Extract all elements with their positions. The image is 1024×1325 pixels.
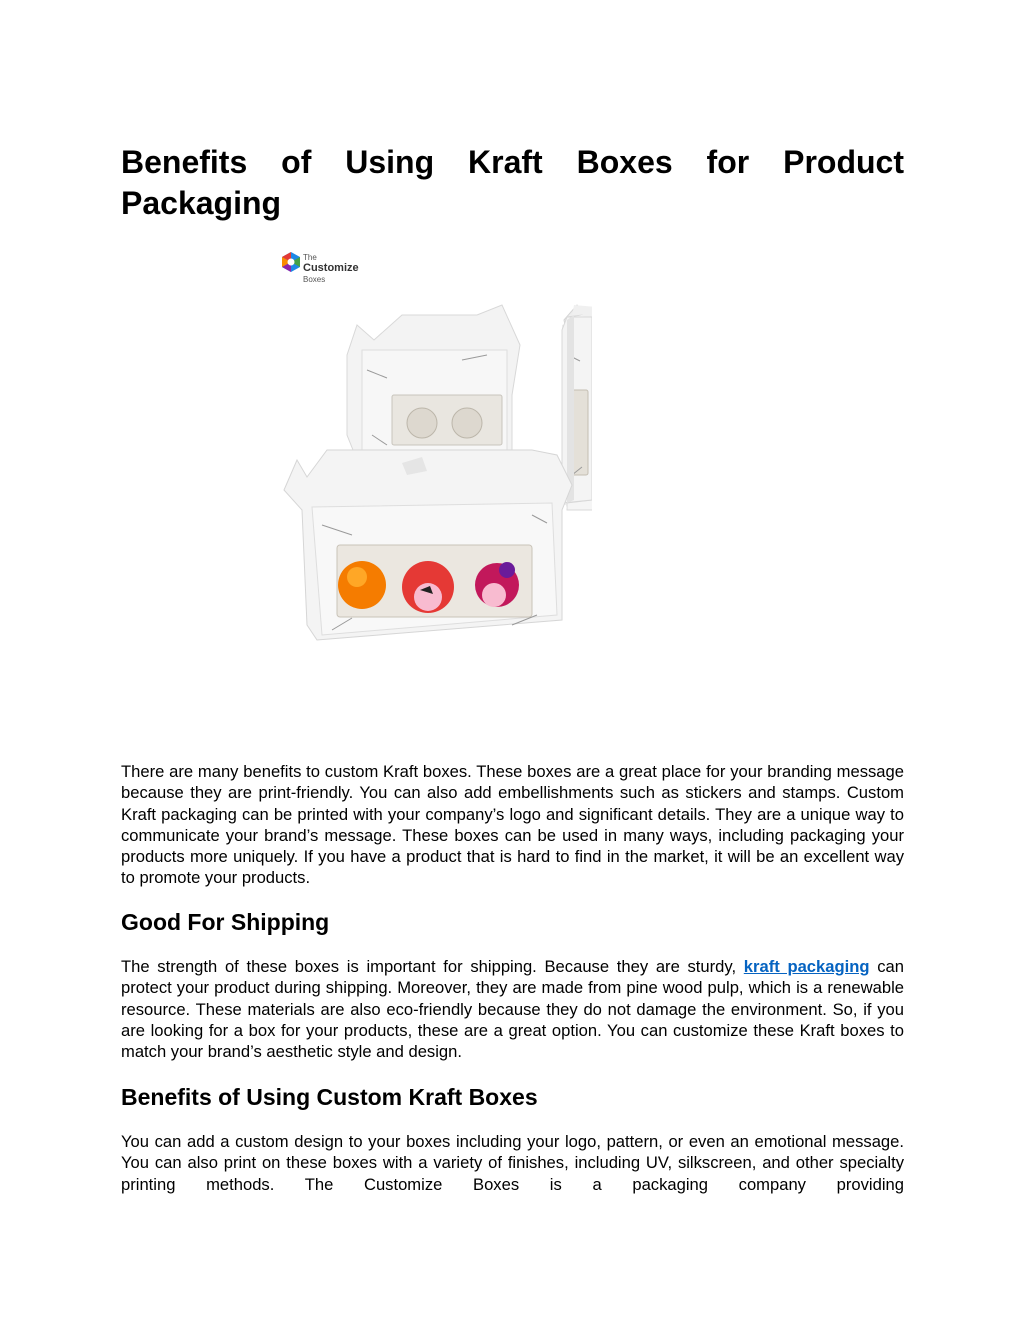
- shipping-paragraph: [121, 956, 904, 1062]
- logo-text-line1: The: [303, 253, 317, 262]
- logo-text-line3: Boxes: [303, 275, 326, 284]
- shipping-paragraph-start: The strength of these boxes is important for shipping. Because they are sturdy,: [121, 957, 744, 976]
- intro-paragraph: There are many benefits to custom Kraft boxes. These boxes are a great place for your branding message because they are print-friendly. You can also add embellishments such as stickers and stamps. Custom Kraft packaging can be printed with your company’s logo and significant details. They are a unique way to communicate your brand’s message. These boxes can be used in many ways, including packaging your products more uniquely. If you have a product that is hard to find in the market, it will be an excellent way to promote your products.: [121, 762, 904, 888]
- product-image-cupcake-boxes: [262, 245, 592, 665]
- logo-text-line2: Customize: [303, 262, 359, 274]
- shipping-paragraph-end: can protect your product during shipping. Moreover, they are made from pine wood pulp, which is a renewable resource. These materials are also eco-friendly because they do not damage the environment. So, if you are looking for a box for your products, these are a great option. You can customize these Kraft boxes to match your brand’s aesthetic style and design.: [121, 957, 904, 1062]
- custom-design-paragraph: You can add a custom design to your boxes including your logo, pattern, or even an emotional message. You can also print on these boxes with a variety of finishes, including UV, silkscreen, and other specialty printing methods. The Customize Boxes is a packaging company providing: [121, 1132, 904, 1194]
- brand-logo-icon: [282, 252, 300, 272]
- kraft-packaging-link[interactable]: kraft packaging: [743, 957, 870, 976]
- heading-good-for-shipping: Good For Shipping: [121, 909, 330, 935]
- heading-benefits-custom-kraft: Benefits of Using Custom Kraft Boxes: [121, 1084, 538, 1110]
- box-two-cupcake: [347, 305, 520, 460]
- box-four-cupcake-center: [567, 315, 574, 503]
- box-three-cupcake: [284, 450, 572, 640]
- page-title: Benefits of Using Kraft Boxes for Product Packaging: [121, 144, 904, 221]
